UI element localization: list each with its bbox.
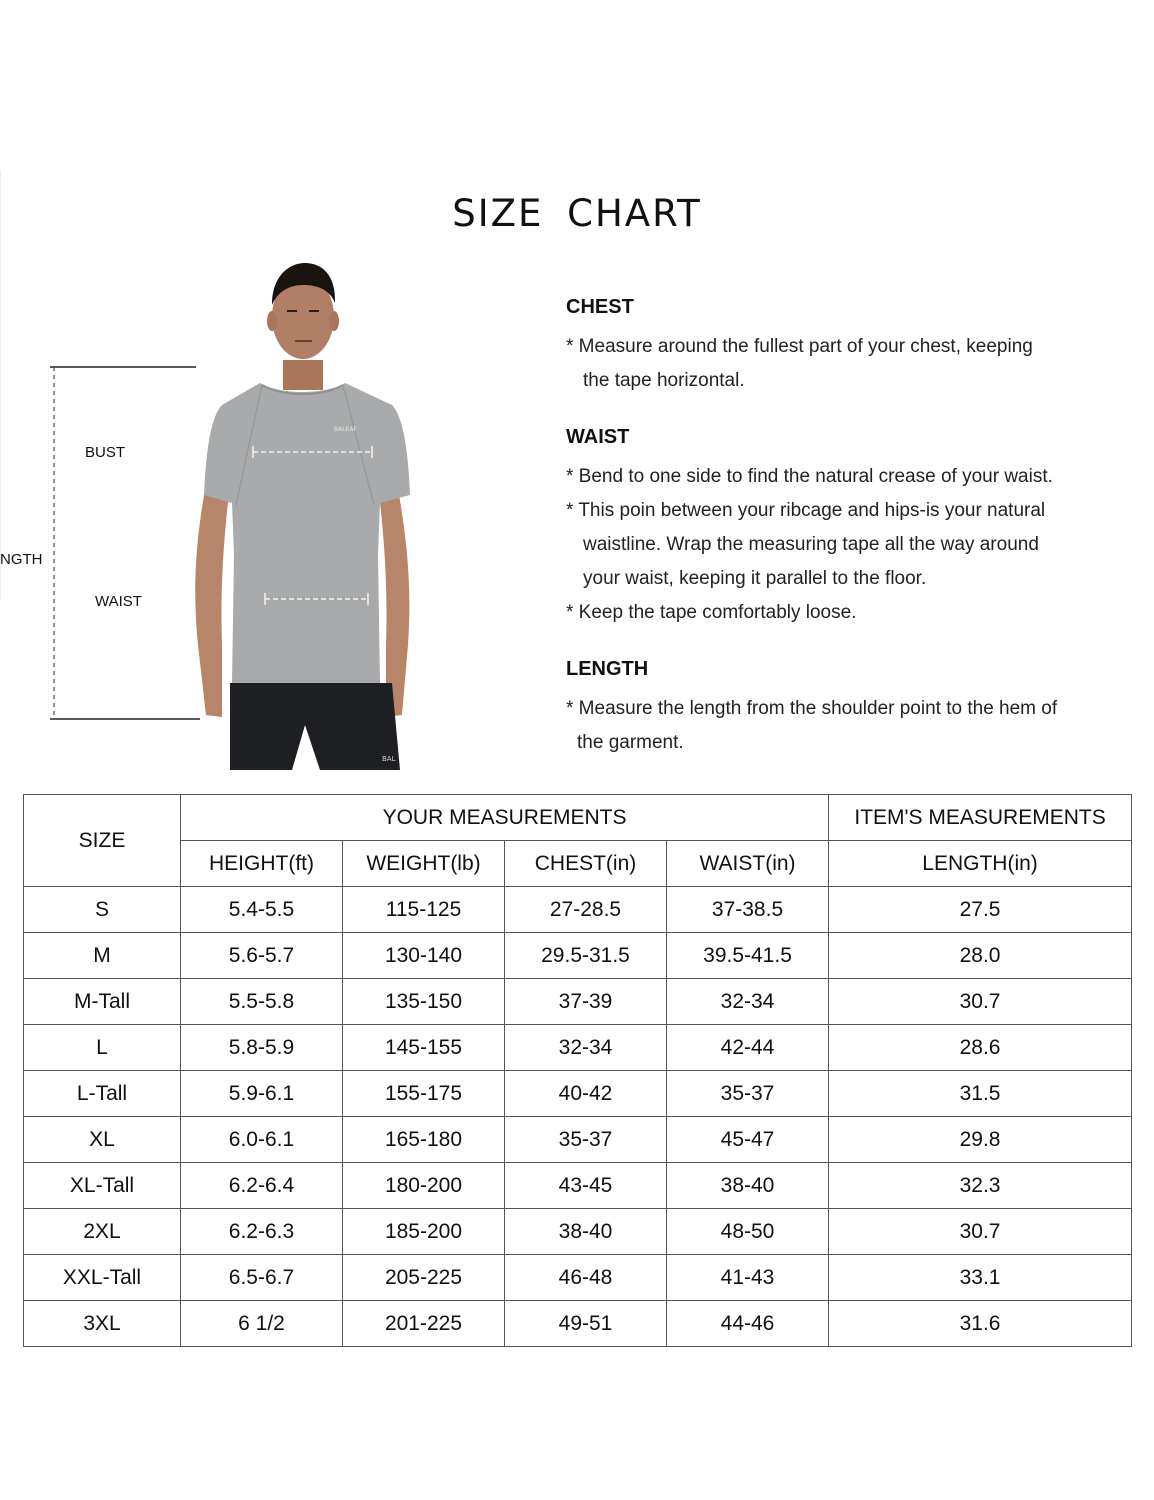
table-row — [24, 1071, 1132, 1117]
size-cell: L-Tall — [24, 1071, 181, 1117]
waist-section — [566, 426, 1126, 630]
table-subheader-row — [24, 841, 1132, 887]
table-row — [24, 979, 1132, 1025]
table-cell: 39.5-41.5 — [667, 933, 829, 979]
table-row — [24, 1117, 1132, 1163]
table-cell: 48-50 — [667, 1209, 829, 1255]
table-cell: 35-37 — [667, 1071, 829, 1117]
table-cell: 205-225 — [343, 1255, 505, 1301]
size-cell: XXL-Tall — [24, 1255, 181, 1301]
table-cell: 27.5 — [829, 887, 1132, 933]
table-cell: 201-225 — [343, 1301, 505, 1347]
chest-section — [566, 296, 1126, 398]
table-cell: 115-125 — [343, 887, 505, 933]
table-cell: 5.8-5.9 — [181, 1025, 343, 1071]
table-cell: 28.6 — [829, 1025, 1132, 1071]
column-header: WAIST(in) — [667, 841, 829, 887]
table-cell: 30.7 — [829, 1209, 1132, 1255]
waist-title: WAIST — [566, 426, 630, 448]
size-cell: S — [24, 887, 181, 933]
your-measurements-header: YOUR MEASUREMENTS — [181, 795, 829, 841]
page-title: SIZE CHART — [452, 192, 702, 235]
table-cell: 31.5 — [829, 1071, 1132, 1117]
table-cell: 41-43 — [667, 1255, 829, 1301]
waist-line: waistline. Wrap the measuring tape all the way around — [583, 534, 1039, 555]
waist-line: your waist, keeping it parallel to the floor. — [583, 568, 927, 589]
table-cell: 32-34 — [505, 1025, 667, 1071]
table-cell: 6 1/2 — [181, 1301, 343, 1347]
shirt-logo: BALEAF — [334, 426, 357, 433]
model-figure — [0, 255, 540, 775]
table-cell: 5.4-5.5 — [181, 887, 343, 933]
table-cell: 30.7 — [829, 979, 1132, 1025]
waist-line: * This poin between your ribcage and hips-is your natural — [566, 500, 1046, 521]
size-cell: XL-Tall — [24, 1163, 181, 1209]
waist-line: * Bend to one side to find the natural crease of your waist. — [566, 466, 1053, 487]
length-title: LENGTH — [566, 658, 649, 680]
size-cell: 3XL — [24, 1301, 181, 1347]
items-measurements-header: ITEM'S MEASUREMENTS — [829, 795, 1132, 841]
size-header: SIZE — [24, 795, 181, 887]
size-cell: M-Tall — [24, 979, 181, 1025]
table-cell: 45-47 — [667, 1117, 829, 1163]
table-cell: 42-44 — [667, 1025, 829, 1071]
table-cell: 5.9-6.1 — [181, 1071, 343, 1117]
table-row — [24, 1301, 1132, 1347]
table-cell: 29.8 — [829, 1117, 1132, 1163]
table-cell: 135-150 — [343, 979, 505, 1025]
table-cell: 32-34 — [667, 979, 829, 1025]
table-cell: 49-51 — [505, 1301, 667, 1347]
length-label: NGTH — [0, 551, 43, 568]
table-row — [24, 887, 1132, 933]
table-cell: 28.0 — [829, 933, 1132, 979]
table-cell: 29.5-31.5 — [505, 933, 667, 979]
table-cell: 31.6 — [829, 1301, 1132, 1347]
table-cell: 27-28.5 — [505, 887, 667, 933]
table-row — [24, 1025, 1132, 1071]
table-cell: 145-155 — [343, 1025, 505, 1071]
size-cell: M — [24, 933, 181, 979]
table-cell: 6.2-6.3 — [181, 1209, 343, 1255]
waist-line: * Keep the tape comfortably loose. — [566, 602, 857, 623]
table-cell: 40-42 — [505, 1071, 667, 1117]
table-cell: 185-200 — [343, 1209, 505, 1255]
table-cell: 46-48 — [505, 1255, 667, 1301]
size-table — [23, 794, 1132, 1347]
column-header: WEIGHT(lb) — [343, 841, 505, 887]
table-header-row — [24, 795, 1132, 841]
table-cell: 35-37 — [505, 1117, 667, 1163]
table-cell: 37-39 — [505, 979, 667, 1025]
length-line: the garment. — [577, 732, 684, 753]
table-row — [24, 1209, 1132, 1255]
table-cell: 33.1 — [829, 1255, 1132, 1301]
table-row — [24, 1255, 1132, 1301]
waist-label: WAIST — [95, 593, 142, 610]
chest-line: the tape horizontal. — [583, 370, 745, 391]
length-section — [566, 658, 1126, 760]
bust-label: BUST — [85, 444, 126, 461]
table-cell: 130-140 — [343, 933, 505, 979]
table-cell: 165-180 — [343, 1117, 505, 1163]
chest-title: CHEST — [566, 296, 634, 318]
table-cell: 6.0-6.1 — [181, 1117, 343, 1163]
table-cell: 180-200 — [343, 1163, 505, 1209]
table-cell: 32.3 — [829, 1163, 1132, 1209]
chest-line: * Measure around the fullest part of your chest, keeping — [566, 336, 1033, 357]
table-row — [24, 1163, 1132, 1209]
column-header: CHEST(in) — [505, 841, 667, 887]
table-cell: 37-38.5 — [667, 887, 829, 933]
size-cell: 2XL — [24, 1209, 181, 1255]
shorts-logo: BAL — [382, 755, 396, 763]
table-row — [24, 933, 1132, 979]
table-cell: 6.5-6.7 — [181, 1255, 343, 1301]
table-cell: 38-40 — [505, 1209, 667, 1255]
size-cell: L — [24, 1025, 181, 1071]
table-cell: 44-46 — [667, 1301, 829, 1347]
table-cell: 43-45 — [505, 1163, 667, 1209]
table-cell: 5.5-5.8 — [181, 979, 343, 1025]
length-line: * Measure the length from the shoulder point to the hem of — [566, 698, 1058, 719]
model-illustration — [0, 255, 540, 775]
measurement-instructions — [566, 296, 1126, 788]
column-header: HEIGHT(ft) — [181, 841, 343, 887]
size-cell: XL — [24, 1117, 181, 1163]
table-cell: 38-40 — [667, 1163, 829, 1209]
table-cell: 155-175 — [343, 1071, 505, 1117]
column-header: LENGTH(in) — [829, 841, 1132, 887]
table-cell: 5.6-5.7 — [181, 933, 343, 979]
table-cell: 6.2-6.4 — [181, 1163, 343, 1209]
